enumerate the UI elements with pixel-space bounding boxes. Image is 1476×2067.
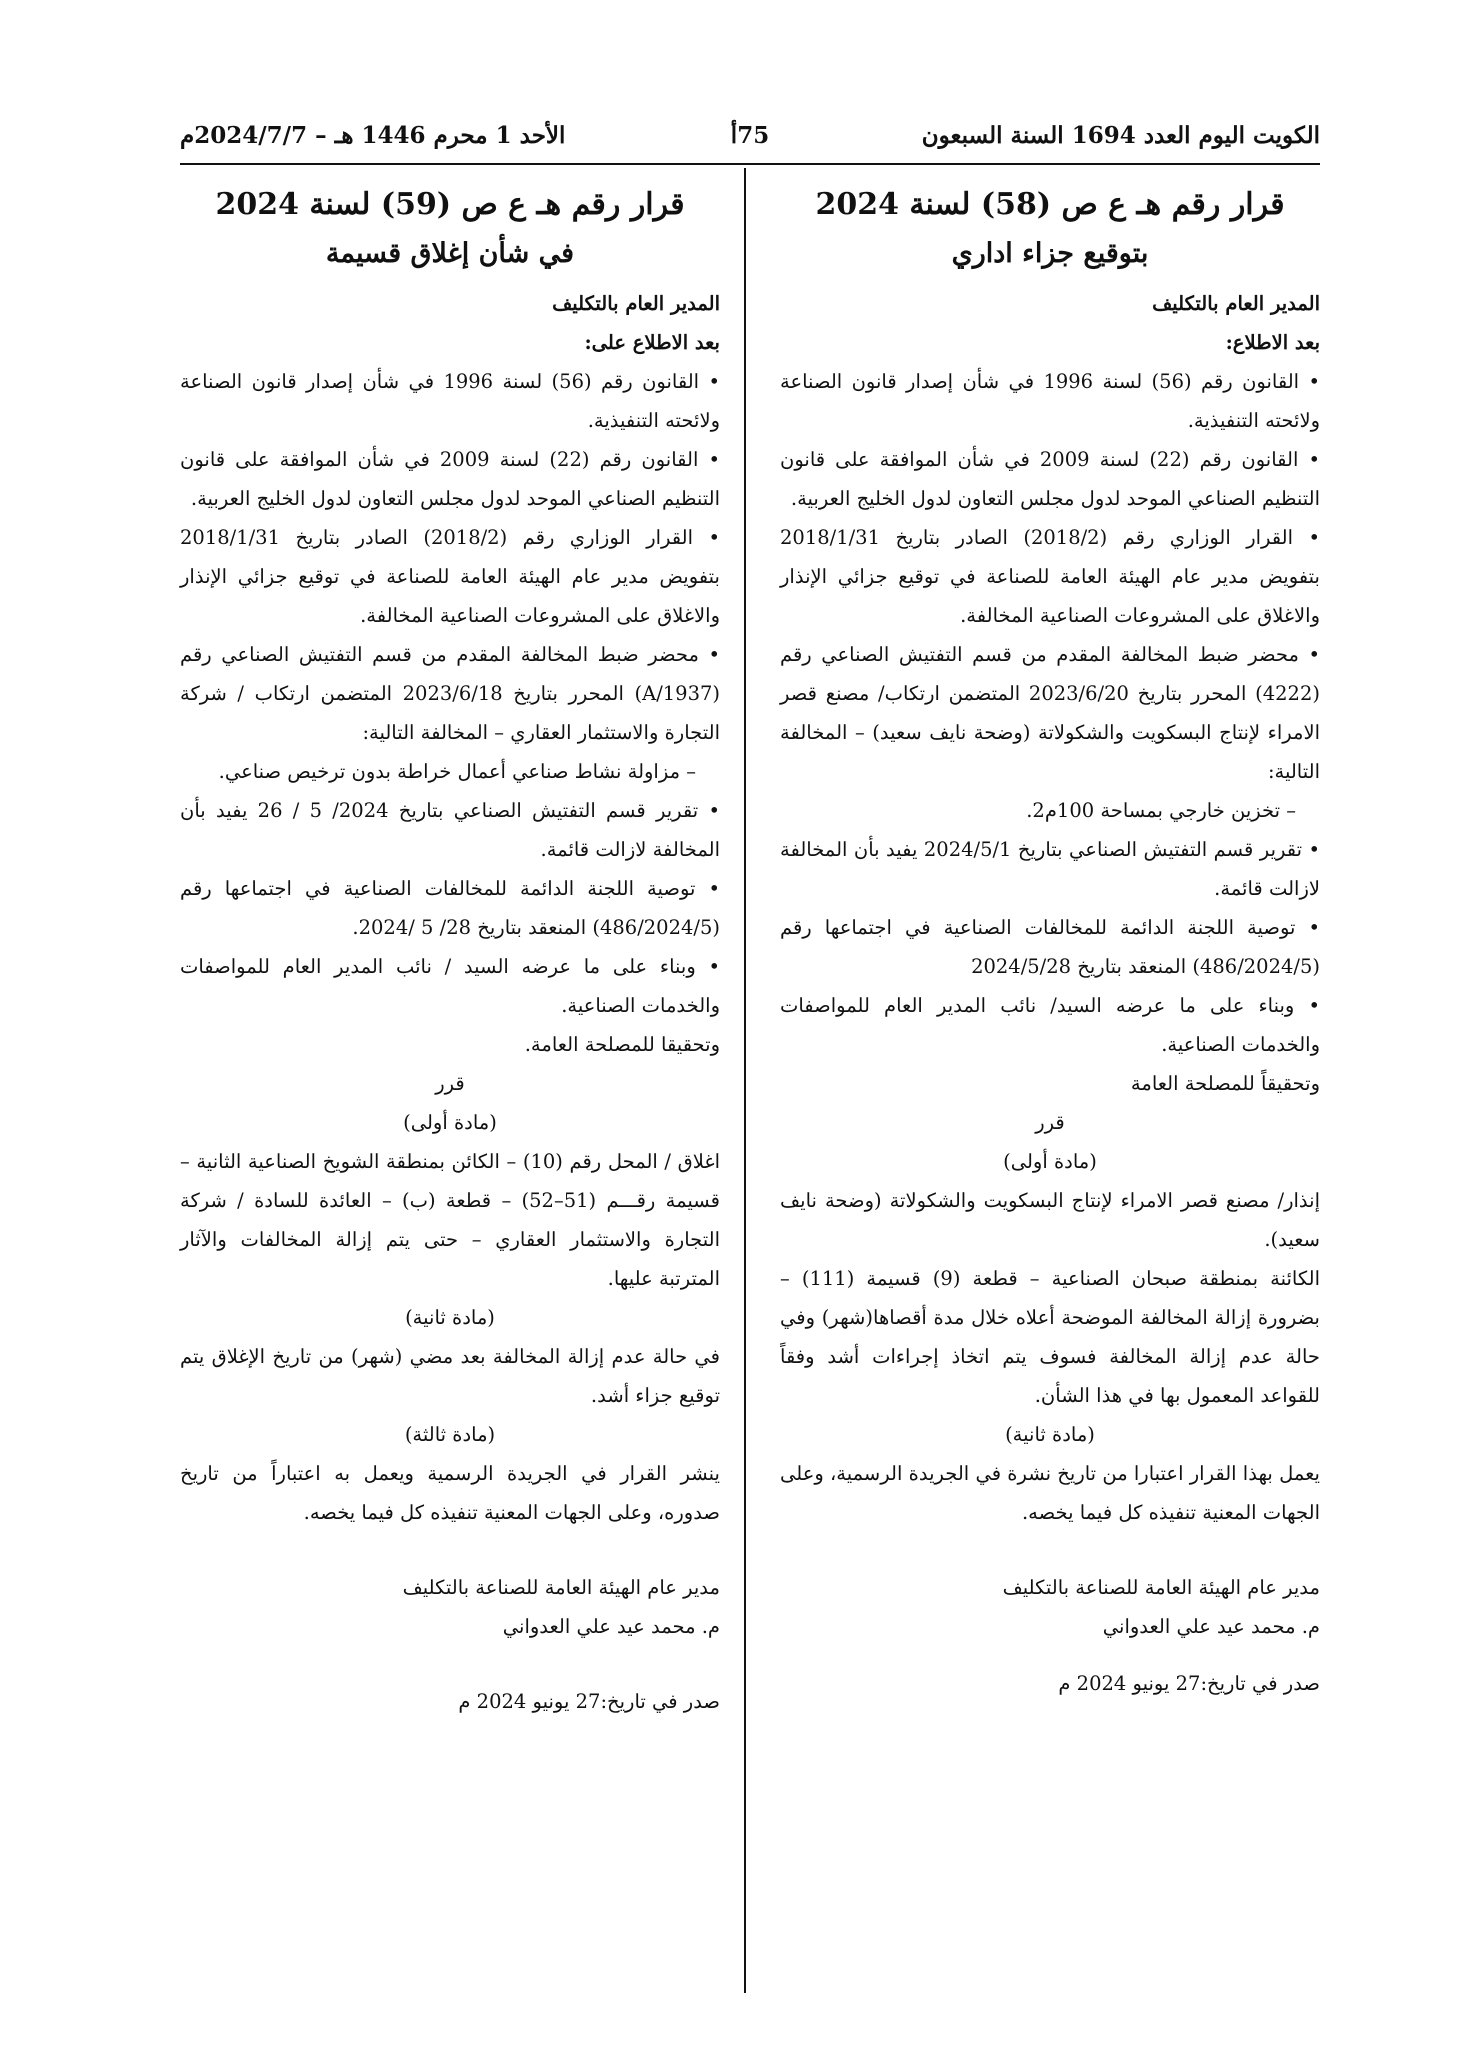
signature-name: م. محمد عيد علي العدواني xyxy=(502,1615,720,1638)
issuer: المدير العام بالتكليف xyxy=(552,292,720,315)
list-item: • توصية اللجنة الدائمة للمخالفات الصناعية في اجتماعها رقم (486/2024/5) المنعقد بتاريخ 2024/5/28 xyxy=(780,916,1320,978)
list-item: • القرار الوزاري رقم (2018/2) الصادر بتاريخ 2018/1/31 بتفويض مدير عام الهيئة العامة للصناعة في توقيع جزائي الإنذار والاغلاق على المشروعات الصناعية المخالفة. xyxy=(780,526,1320,627)
article-1-heading: (مادة أولى) xyxy=(403,1111,497,1134)
public-interest: وتحقيقا للمصلحة العامة. xyxy=(524,1033,720,1056)
reviewed-heading: بعد الاطلاع: xyxy=(1225,331,1320,354)
issue-date: الأحد 1 محرم 1446 هـ – 2024/7/7م xyxy=(180,122,566,149)
violation-item: – مزاولة نشاط صناعي أعمال خراطة بدون ترخيص صناعي. xyxy=(218,760,696,783)
decision-59-subtitle: في شأن إغلاق قسيمة xyxy=(325,238,575,269)
public-interest: وتحقيقاً للمصلحة العامة xyxy=(1130,1072,1320,1095)
decided: قرر xyxy=(435,1072,465,1095)
signature-title: مدير عام الهيئة العامة للصناعة بالتكليف xyxy=(402,1576,720,1599)
list-item: • وبناء على ما عرضه السيد/ نائب المدير العام للمواصفات والخدمات الصناعية. xyxy=(780,994,1320,1056)
list-item: • القانون رقم (56) لسنة 1996 في شأن إصدار قانون الصناعة ولائحته التنفيذية. xyxy=(780,370,1320,432)
article-1-text: إنذار/ مصنع قصر الامراء لإنتاج البسكويت والشكولاتة (وضحة نايف سعيد). xyxy=(780,1189,1320,1251)
issuer: المدير العام بالتكليف xyxy=(1152,292,1320,315)
list-item: • وبناء على ما عرضه السيد / نائب المدير العام للمواصفات والخدمات الصناعية. xyxy=(180,955,720,1017)
decision-59-column xyxy=(180,180,720,1721)
decision-58-title: قرار رقم هـ ع ص (58) لسنة 2024 xyxy=(815,187,1285,222)
list-item: • محضر ضبط المخالفة المقدم من قسم التفتيش الصناعي رقم (4222) المحرر بتاريخ 2023/6/20 المتضمن ارتكاب/ مصنع قصر الامراء لإنتاج البسكويت والشكولاتة (وضحة نايف سعيد) – المخالفة التالية: xyxy=(780,643,1320,783)
article-2-heading: (مادة ثانية) xyxy=(405,1306,495,1329)
issue-date-note: صدر في تاريخ:27 يونيو 2024 م xyxy=(458,1690,720,1713)
article-1-text: اغلاق / المحل رقم (10) – الكائن بمنطقة الشويخ الصناعية الثانية – قسيمة رقـــم (51–52) – قطعة (ب) – العائدة للسادة / شركة التجارة والاستثمار العقاري – حتى يتم إزالة المخالفات والآثار المترتبة عليها. xyxy=(180,1150,720,1290)
article-2-heading: (مادة ثانية) xyxy=(1005,1423,1095,1446)
signature-name: م. محمد عيد علي العدواني xyxy=(1102,1615,1320,1638)
list-item: • القانون رقم (22) لسنة 2009 في شأن الموافقة على قانون التنظيم الصناعي الموحد لدول مجلس التعاون لدول الخليج العربية. xyxy=(180,448,720,510)
article-3-heading: (مادة ثالثة) xyxy=(404,1423,496,1446)
list-item: • القانون رقم (56) لسنة 1996 في شأن إصدار قانون الصناعة ولائحته التنفيذية. xyxy=(180,370,720,432)
article-1-heading: (مادة أولى) xyxy=(1003,1150,1097,1173)
header-rule xyxy=(180,163,1320,165)
article-2-text: يعمل بهذا القرار اعتبارا من تاريخ نشرة في الجريدة الرسمية، وعلى الجهات المعنية تنفيذه كل فيما يخصه. xyxy=(780,1462,1320,1524)
article-2-text: في حالة عدم إزالة المخالفة بعد مضي (شهر) من تاريخ الإغلاق يتم توقيع جزاء أشد. xyxy=(180,1345,720,1407)
list-item: • توصية اللجنة الدائمة للمخالفات الصناعية في اجتماعها رقم (486/2024/5) المنعقد بتاريخ 28/ 5 /2024. xyxy=(180,877,720,939)
list-item: • القرار الوزاري رقم (2018/2) الصادر بتاريخ 2018/1/31 بتفويض مدير عام الهيئة العامة للصناعة في توقيع جزائي الإنذار والاغلاق على المشروعات الصناعية المخالفة. xyxy=(180,526,720,627)
page-number: 75أ xyxy=(730,122,770,149)
article-3-text: ينشر القرار في الجريدة الرسمية ويعمل به اعتباراً من تاريخ صدوره، وعلى الجهات المعنية تنفيذه كل فيما يخصه. xyxy=(180,1462,720,1524)
issue-date-note: صدر في تاريخ:27 يونيو 2024 م xyxy=(1058,1672,1320,1695)
article-1-text-continued: الكائنة بمنطقة صبحان الصناعية – قطعة (9) قسيمة (111) – بضرورة إزالة المخالفة الموضحة أعلاه خلال مدة أقصاها(شهر) وفي حالة عدم إزالة المخالفة فسوف يتم اتخاذ إجراءات أشد وفقاً للقواعد المعمول بها في هذا الشأن. xyxy=(780,1267,1321,1407)
list-item: • القانون رقم (22) لسنة 2009 في شأن الموافقة على قانون التنظيم الصناعي الموحد لدول مجلس التعاون لدول الخليج العربية. xyxy=(780,448,1320,510)
decision-58-column xyxy=(780,180,1320,1703)
decision-59-title: قرار رقم هـ ع ص (59) لسنة 2024 xyxy=(215,187,685,222)
list-item: • تقرير قسم التفتيش الصناعي بتاريخ 2024/5/1 يفيد بأن المخالفة لازالت قائمة. xyxy=(780,838,1320,900)
reviewed-heading: بعد الاطلاع على: xyxy=(584,331,720,354)
list-item: • محضر ضبط المخالفة المقدم من قسم التفتيش الصناعي رقم (A/1937) المحرر بتاريخ 2023/6/18 المتضمن ارتكاب / شركة التجارة والاستثمار العقاري – المخالفة التالية: xyxy=(180,643,720,744)
column-divider xyxy=(744,168,746,1993)
violation-item: – تخزين خارجي بمساحة 100م2. xyxy=(1026,799,1296,822)
decided: قرر xyxy=(1035,1111,1065,1134)
gazette-issue: الكويت اليوم العدد 1694 السنة السبعون xyxy=(921,122,1320,149)
list-item: • تقرير قسم التفتيش الصناعي بتاريخ 2024/ 5 / 26 يفيد بأن المخالفة لازالت قائمة. xyxy=(180,799,720,861)
signature-title: مدير عام الهيئة العامة للصناعة بالتكليف xyxy=(1002,1576,1320,1599)
page-header xyxy=(180,118,1320,158)
decision-58-subtitle: بتوقيع جزاء اداري xyxy=(951,238,1149,269)
